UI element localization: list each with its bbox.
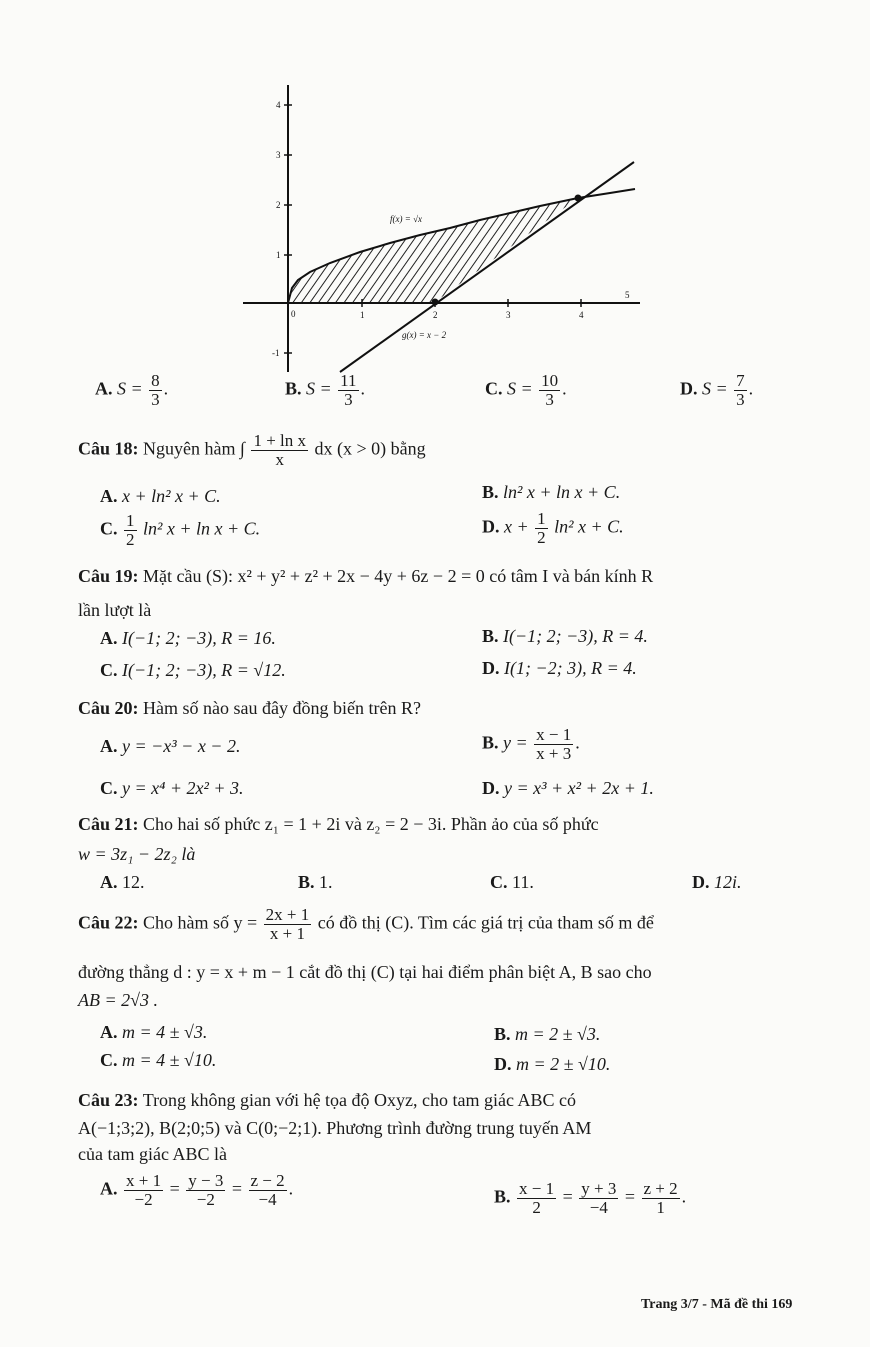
q22-stem-line2: đường thẳng d : y = x + m − 1 cắt đồ thị (C) tại hai điểm phân biệt A, B sao cho <box>78 962 652 982</box>
q23-stem: Câu 23: Trong không gian với hệ tọa độ Oxyz, cho tam giác ABC có <box>78 1090 577 1110</box>
area-graph-figure <box>240 78 650 378</box>
q22-option-d[interactable]: D. m = 2 ± √10. <box>494 1054 611 1074</box>
q20-option-c[interactable]: C. y = x⁴ + 2x² + 3. <box>100 778 244 798</box>
q19-stem: Câu 19: Mặt cầu (S): x² + y² + z² + 2x − 4y + 6z − 2 = 0 có tâm I và bán kính R <box>78 566 654 586</box>
q20-stem: Câu 20: Hàm số nào sau đây đồng biến trên R? <box>78 698 421 718</box>
q18-stem: Câu 18: Nguyên hàm ∫ $\frac{\text{1 + ln x}}{x}$ dx (x > 0) bằng <box>78 431 426 469</box>
q22-option-c[interactable]: C. m = 4 ± √10. <box>100 1050 217 1070</box>
x-tick-label: 5 <box>625 290 630 300</box>
y-tick-label: 1 <box>276 250 281 260</box>
q18-option-d[interactable]: D. x + $\frac{1}{2}$ ln² x + C. <box>482 509 624 547</box>
y-tick-label: 3 <box>276 150 281 160</box>
q21-option-d[interactable]: D. 12i. <box>692 872 742 892</box>
x-tick-label: 4 <box>579 310 584 320</box>
intersection-point <box>575 195 582 202</box>
y-tick-label: 2 <box>276 200 281 210</box>
q20-option-a[interactable]: A. y = −x³ − x − 2. <box>100 736 241 756</box>
x-tick-label: 3 <box>506 310 511 320</box>
y-tick-label: 4 <box>276 100 281 110</box>
page-footer: Trang 3/7 - Mã đề thi 169 <box>641 1297 793 1312</box>
q18-option-a[interactable]: A. x + ln² x + C. <box>100 486 221 506</box>
origin-label: 0 <box>291 309 296 319</box>
q19-option-c[interactable]: C. I(−1; 2; −3), R = √12. <box>100 660 286 680</box>
q18-option-c[interactable]: C. $\frac{1}{2}$ ln² x + ln x + C. <box>100 511 261 549</box>
q22-stem: Câu 22: Cho hàm số y = $\frac{2x + 1}{x + 1}$ có đồ thị (C). Tìm các giá trị của tham số m để <box>78 905 654 943</box>
q22-option-b[interactable]: B. m = 2 ± √3. <box>494 1024 601 1044</box>
shaded-region <box>288 198 578 303</box>
curve-label-g: g(x) = x − 2 <box>402 330 447 340</box>
q23-option-b[interactable]: B. $\frac{x - 1}{2}$ = $\frac{y + 3}{-4}$ = $\frac{z + 2}{1}$ . <box>494 1179 687 1217</box>
q17-option-c[interactable]: C. S = $\frac{10}{3}$ . <box>485 371 567 409</box>
q21-option-b[interactable]: B. 1. <box>298 872 333 892</box>
q19-stem-line2: lần lượt là <box>78 600 152 620</box>
q22-stem-line3: AB = 2√3 . <box>78 990 159 1010</box>
q17-option-a[interactable]: A. S = $\frac{8}{3}$ . <box>95 371 169 409</box>
q21-stem: Câu 21: Cho hai số phức z₁ = 1 + 2i và z₂ = 2 − 3i. Phần ảo của số phức <box>78 814 599 834</box>
q19-option-a[interactable]: A. I(−1; 2; −3), R = 16. <box>100 628 276 648</box>
q20-option-d[interactable]: D. y = x³ + x² + 2x + 1. <box>482 778 654 798</box>
q19-option-b[interactable]: B. I(−1; 2; −3), R = 4. <box>482 626 648 646</box>
q21-option-c[interactable]: C. 11. <box>490 872 534 892</box>
q23-stem-line3: của tam giác ABC là <box>78 1144 227 1164</box>
q23-option-a[interactable]: A. $\frac{x + 1}{-2}$ = $\frac{y - 3}{-2}$ = $\frac{z - 2}{-4}$ . <box>100 1171 294 1209</box>
y-tick-label: -1 <box>272 348 280 358</box>
q21-stem-line2: w = 3z₁ − 2z₂ là <box>78 844 196 864</box>
x-tick-label: 1 <box>360 310 365 320</box>
q18-option-b[interactable]: B. ln² x + ln x + C. <box>482 482 621 502</box>
q17-option-b[interactable]: B. S = $\frac{11}{3}$ . <box>285 371 366 409</box>
q21-option-a[interactable]: A. 12. <box>100 872 145 892</box>
curve-label-f: f(x) = √x <box>390 214 422 224</box>
q20-option-b[interactable]: B. y = $\frac{x - 1}{x + 3}$ . <box>482 725 580 763</box>
q23-stem-line2: A(−1;3;2), B(2;0;5) và C(0;−2;1). Phương trình đường trung tuyến AM <box>78 1118 592 1138</box>
q19-option-d[interactable]: D. I(1; −2; 3), R = 4. <box>482 658 637 678</box>
q22-option-a[interactable]: A. m = 4 ± √3. <box>100 1022 208 1042</box>
q17-option-d[interactable]: D. S = $\frac{7}{3}$ . <box>680 371 754 409</box>
x-tick-label: 2 <box>433 310 438 320</box>
